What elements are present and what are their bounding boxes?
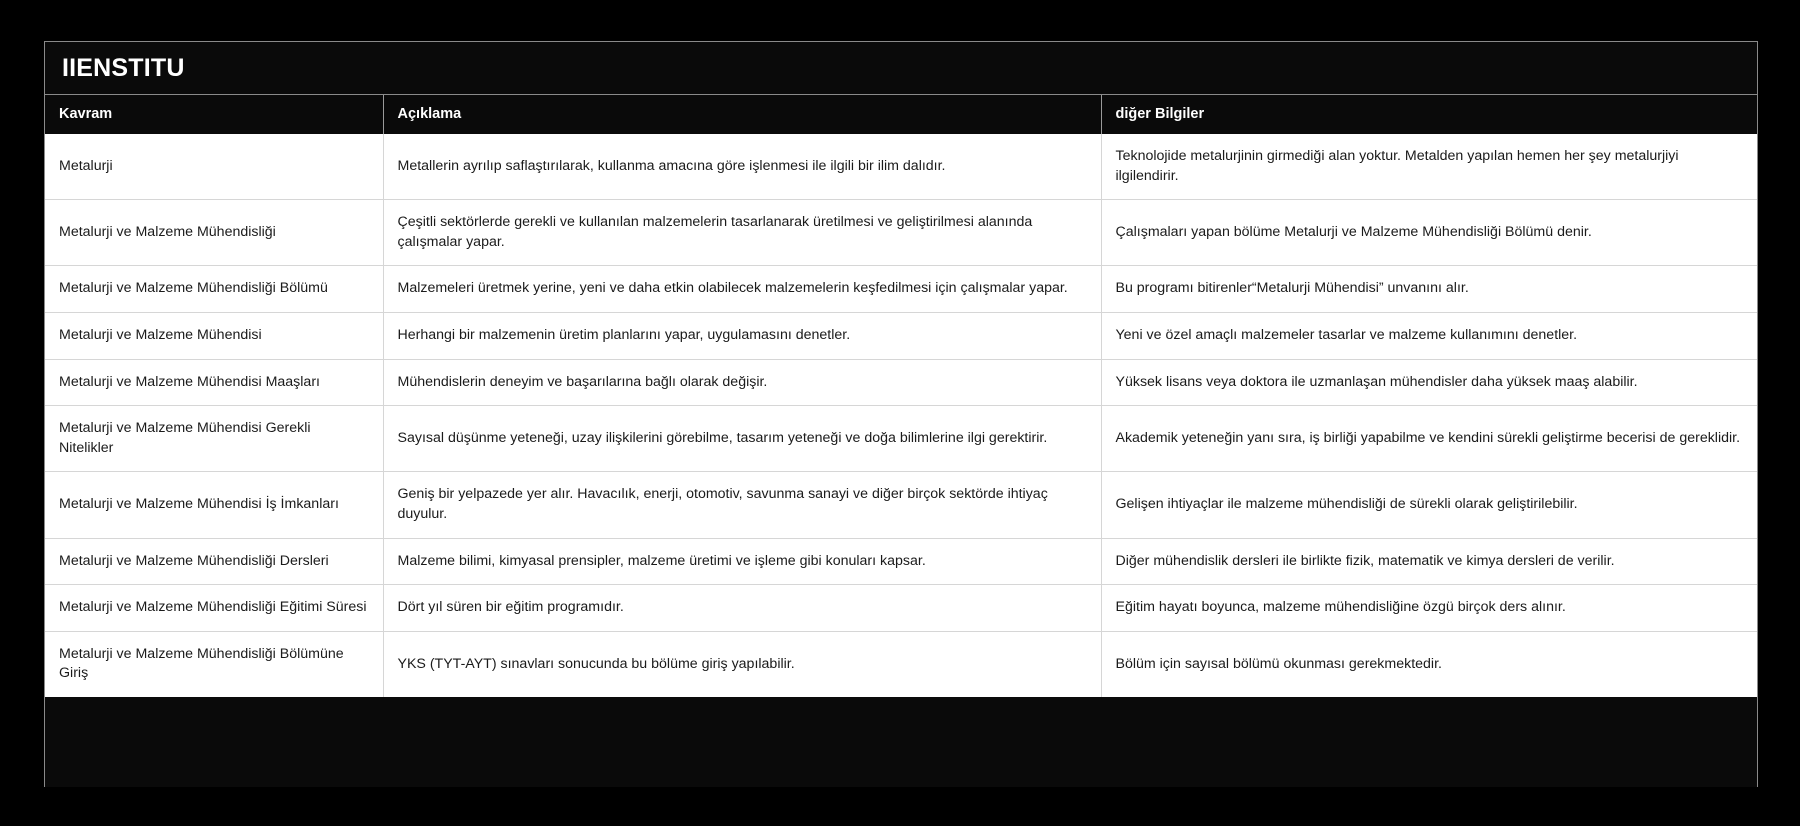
table-row: [45, 266, 1757, 313]
cell-diger: Yeni ve özel amaçlı malzemeler tasarlar ve malzeme kullanımını denetler.: [1101, 312, 1757, 359]
cell-aciklama: Geniş bir yelpazede yer alır. Havacılık, enerji, otomotiv, savunma sanayi ve diğer birçok sektörde ihtiyaç duyulur.: [383, 472, 1101, 538]
cell-aciklama: Metallerin ayrılıp saflaştırılarak, kullanma amacına göre işlenmesi ile ilgili bir ilim dalıdır.: [383, 134, 1101, 200]
cell-diger: Gelişen ihtiyaçlar ile malzeme mühendisliği de sürekli olarak geliştirilebilir.: [1101, 472, 1757, 538]
cell-diger: Bu programı bitirenler“Metalurji Mühendisi” unvanını alır.: [1101, 266, 1757, 313]
table-container: [44, 41, 1758, 787]
brand-header: [45, 42, 1757, 95]
cell-aciklama: Malzemeleri üretmek yerine, yeni ve daha etkin olabilecek malzemelerin keşfedilmesi için çalışmalar yapar.: [383, 266, 1101, 313]
cell-aciklama: Herhangi bir malzemenin üretim planlarını yapar, uygulamasını denetler.: [383, 312, 1101, 359]
column-header-aciklama: Açıklama: [383, 95, 1101, 134]
table-row: [45, 200, 1757, 266]
cell-diger: Eğitim hayatı boyunca, malzeme mühendisliğine özgü birçok ders alınır.: [1101, 585, 1757, 632]
column-header-kavram: Kavram: [45, 95, 383, 134]
cell-kavram: Metalurji ve Malzeme Mühendisi: [45, 312, 383, 359]
table-row: [45, 472, 1757, 538]
cell-kavram: Metalurji ve Malzeme Mühendisi İş İmkanları: [45, 472, 383, 538]
column-header-diger-bilgiler: diğer Bilgiler: [1101, 95, 1757, 134]
cell-diger: Çalışmaları yapan bölüme Metalurji ve Malzeme Mühendisliği Bölümü denir.: [1101, 200, 1757, 266]
cell-aciklama: YKS (TYT-AYT) sınavları sonucunda bu bölüme giriş yapılabilir.: [383, 631, 1101, 697]
cell-kavram: Metalurji ve Malzeme Mühendisliği Dersleri: [45, 538, 383, 585]
table-row: [45, 359, 1757, 406]
cell-diger: Akademik yeteneğin yanı sıra, iş birliği yapabilme ve kendini sürekli geliştirme becerisi de gereklidir.: [1101, 406, 1757, 472]
cell-diger: Bölüm için sayısal bölümü okunması gerekmektedir.: [1101, 631, 1757, 697]
concepts-table: [45, 95, 1757, 697]
table-row: [45, 312, 1757, 359]
table-row: [45, 538, 1757, 585]
table-body: [45, 134, 1757, 697]
cell-kavram: Metalurji ve Malzeme Mühendisi Maaşları: [45, 359, 383, 406]
cell-kavram: Metalurji ve Malzeme Mühendisliği Bölümü: [45, 266, 383, 313]
table-row: [45, 406, 1757, 472]
cell-kavram: Metalurji ve Malzeme Mühendisliği Bölümüne Giriş: [45, 631, 383, 697]
cell-diger: Diğer mühendislik dersleri ile birlikte fizik, matematik ve kimya dersleri de verilir.: [1101, 538, 1757, 585]
table-header-row: [45, 95, 1757, 134]
cell-aciklama: Sayısal düşünme yeteneği, uzay ilişkilerini görebilme, tasarım yeteneği ve doğa bilimlerine ilgi gerektirir.: [383, 406, 1101, 472]
cell-kavram: Metalurji ve Malzeme Mühendisliği Eğitimi Süresi: [45, 585, 383, 632]
cell-aciklama: Dört yıl süren bir eğitim programıdır.: [383, 585, 1101, 632]
cell-kavram: Metalurji ve Malzeme Mühendisi Gerekli Nitelikler: [45, 406, 383, 472]
table-row: [45, 631, 1757, 697]
table-row: [45, 134, 1757, 200]
cell-aciklama: Çeşitli sektörlerde gerekli ve kullanılan malzemelerin tasarlanarak üretilmesi ve geliştirilmesi alanında çalışmalar yapar.: [383, 200, 1101, 266]
cell-kavram: Metalurji: [45, 134, 383, 200]
table-head: [45, 95, 1757, 134]
cell-aciklama: Mühendislerin deneyim ve başarılarına bağlı olarak değişir.: [383, 359, 1101, 406]
cell-kavram: Metalurji ve Malzeme Mühendisliği: [45, 200, 383, 266]
table-row: [45, 585, 1757, 632]
cell-diger: Teknolojide metalurjinin girmediği alan yoktur. Metalden yapılan hemen her şey metalurjiyi ilgilendirir.: [1101, 134, 1757, 200]
brand-title: IIENSTITU: [62, 53, 185, 82]
cell-diger: Yüksek lisans veya doktora ile uzmanlaşan mühendisler daha yüksek maaş alabilir.: [1101, 359, 1757, 406]
cell-aciklama: Malzeme bilimi, kimyasal prensipler, malzeme üretimi ve işleme gibi konuları kapsar.: [383, 538, 1101, 585]
